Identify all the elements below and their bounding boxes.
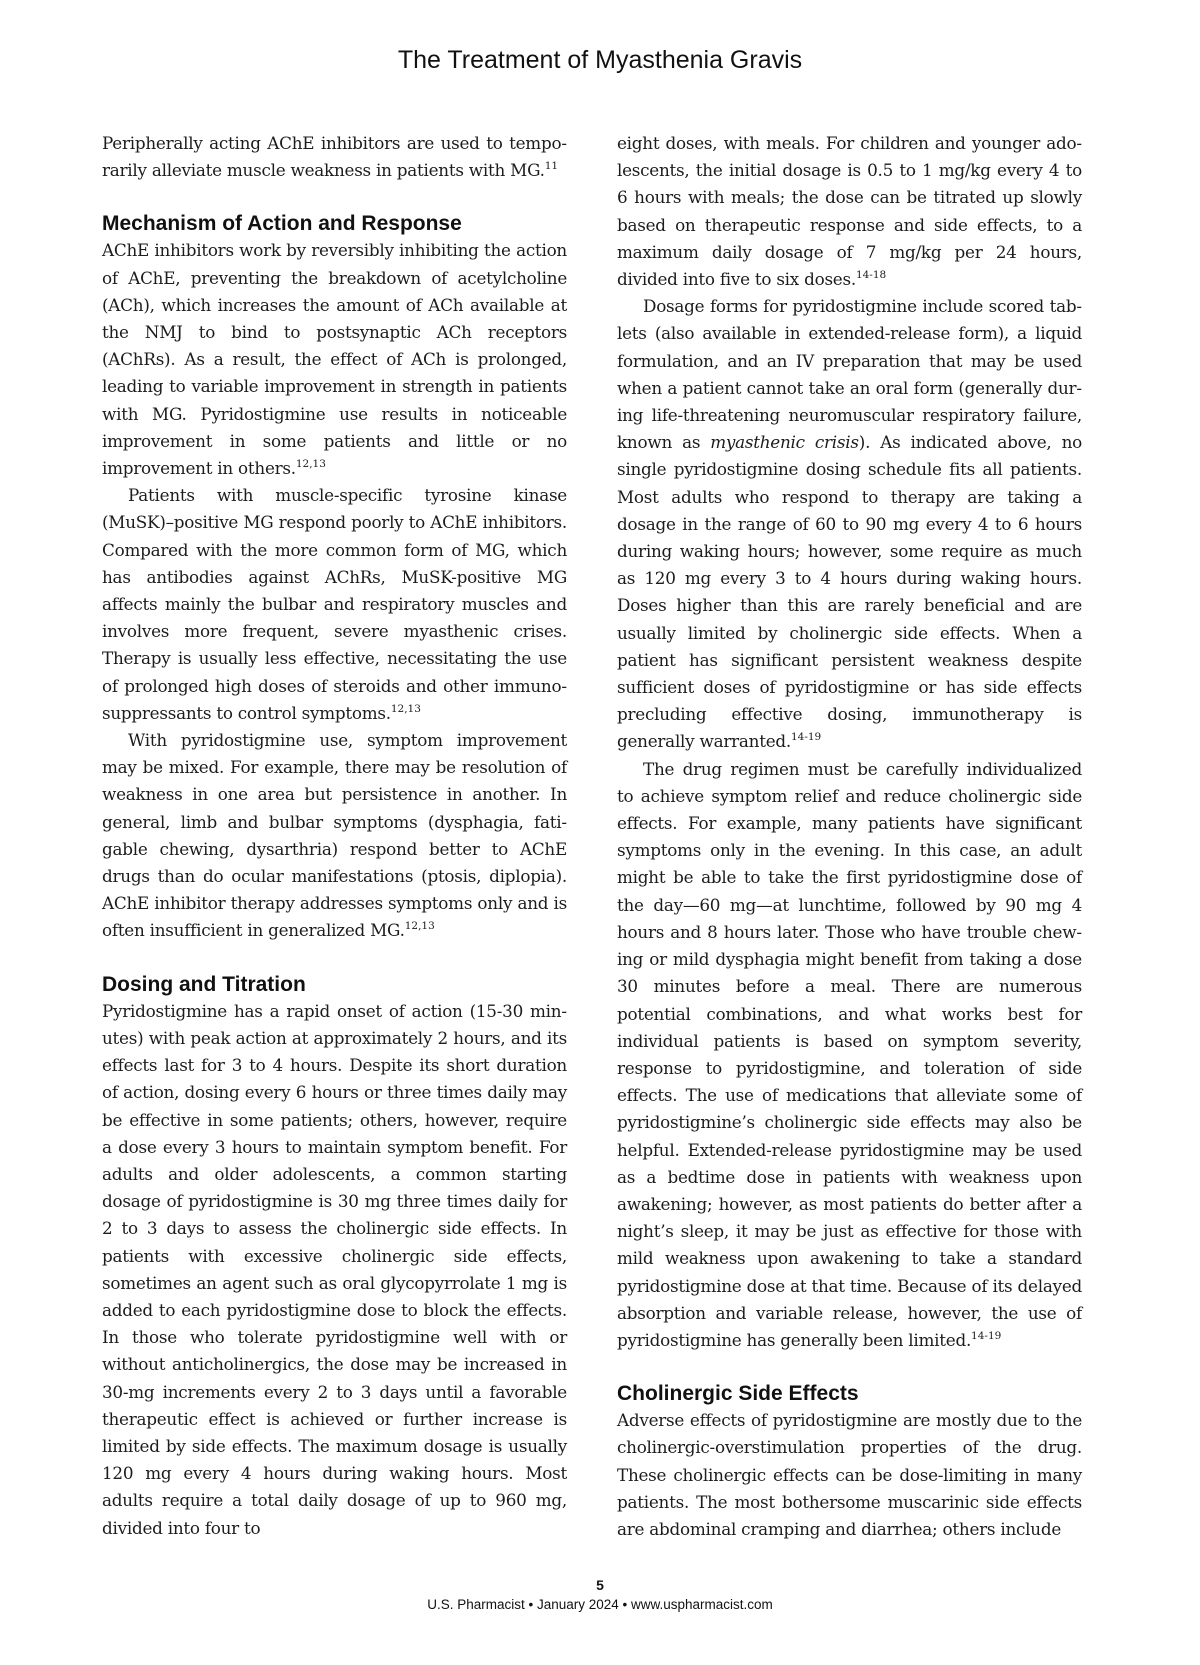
dosage-forms-paragraph: Dosage forms for pyridostigmine include scored tablets (also available in extended-release form), a liquid formulation, and an IV preparation that may be used when a patient cannot take an oral form (generally during life-threatening neuromuscular respiratory failure, known as myasthenic crisis). As indicated above, no single pyridostigmine dosing schedule fits all patients. Most adults who respond to therapy are taking a dosage in the range of 60 to 90 mg every 4 to 6 hours during waking hours; however, some require as much as 120 mg every 3 to 4 hours during waking hours. Doses higher than this are rarely beneficial and are usually limited by cholinergic side effects. When a patient has significant persistent weakness despite sufficient doses of pyridostigmine or has side effects precluding effective dosing, immunotherapy is generally warranted.$^{14-19}$: [617, 296, 1082, 752]
reference-superscript: 12,13: [390, 702, 421, 715]
reference-superscript: 12,13: [295, 458, 326, 471]
right-column: [617, 130, 1082, 1543]
musk-paragraph: Patients with muscle-specific tyrosine kinase (MuSK)–positive MG respond poorly to AChE inhibitors. Compared with the more common form of MG, which has antibodies against AChRs, MuSK-positive MG affects mainly the bulbar and respiratory muscles and involves more frequent, severe myasthenic crises. Therapy is usually less effective, necessitating the use of prolonged high doses of steroids and other immunosuppressants to control symptoms.$^{12,13}$: [102, 485, 567, 723]
heading-cholinergic: Cholinergic Side Effects: [617, 1382, 859, 1406]
reference-superscript: 11: [544, 160, 559, 173]
reference-superscript: 12,13: [404, 920, 435, 933]
reference-superscript: 14-18: [855, 269, 887, 282]
footer-citation: U.S. Pharmacist • January 2024 • www.uspharmacist.com: [427, 1597, 773, 1612]
symptom-improvement-paragraph: With pyridostigmine use, symptom improvement may be mixed. For example, there may be resolution of weakness in one area but persistence in another. In general, limb and bulbar symptoms (dysphagia, fatigable chewing, dysarthria) respond better to AChE drugs than do ocular manifestations (ptosis, diplopia). AChE inhibitor therapy addresses symptoms only and is often insufficient in generalized MG.$^{12,13}$: [102, 730, 567, 941]
intro-paragraph: Peripherally acting AChE inhibitors are used to temporarily alleviate muscle weakness in patients with MG.$^{11}$: [102, 133, 567, 181]
left-column: [102, 130, 567, 1542]
heading-dosing: Dosing and Titration: [102, 972, 306, 996]
page-number: 5: [596, 1577, 604, 1593]
reference-superscript: 14-19: [790, 731, 822, 744]
drug-regimen-paragraph: The drug regimen must be carefully individualized to achieve symptom relief and reduce cholinergic side effects. For example, many patients have significant symptoms only in the evening. In this case, an adult might be able to take the first pyridostigmine dose of the day—60 mg—at lunchtime, followed by 90 mg 4 hours and 8 hours later. Those who have trouble chewing or mild dysphagia might benefit from taking a dose 30 minutes before a meal. There are numerous potential combinations, and what works best for individual patients is based on symptom severity, response to pyridostigmine, and toleration of side effects. The use of medications that alleviate some of pyridostigmine’s cholinergic side effects may also be helpful. Extended-release pyridostigmine may be used as a bedtime dose in patients with weakness upon awakening; however, as most patients do better after a night’s sleep, it may be just as effective for those with mild weakness upon awakening to take a standard pyridostigmine dose at that time. Because of its delayed absorption and variable release, however, the use of pyridostigmine has generally been limited.$^{14-19}$: [617, 758, 1082, 1350]
dosing-continued-paragraph: eight doses, with meals. For children and younger adolescents, the initial dosage is 0.5 to 1 mg/kg every 4 to 6 hours with meals; the dose can be titrated up slowly based on therapeutic response and side effects, to a maximum daily dosage of 7 mg/kg per 24 hours, divided into five to six doses.$^{14-18}$: [617, 133, 1082, 290]
page-title: The Treatment of Myasthenia Gravis: [397, 46, 803, 74]
mechanism-paragraph: AChE inhibitors work by reversibly inhibiting the action of AChE, preventing the breakdown of acetylcholine (ACh), which increases the amount of ACh available at the NMJ to bind to postsynaptic ACh receptors (AChRs). As a result, the effect of ACh is prolonged, leading to variable improvement in strength in patients with MG. Pyridostigmine use results in noticeable improvement in some patients and little or no improvement in others.$^{12,13}$: [102, 240, 567, 479]
reference-superscript: 14-19: [971, 1329, 1002, 1342]
dosing-paragraph: Pyridostigmine has a rapid onset of action (15-30 minutes) with peak action at approximately 2 hours, and its effects last for 3 to 4 hours. Despite its short duration of action, dosing every 6 hours or three times daily may be effective in some patients; others, however, require a dose every 3 hours to maintain symptom benefit. For adults and older adolescents, a common starting dosage of pyridostigmine is 30 mg three times daily for 2 to 3 days to assess the cholinergic side effects. In patients with excessive cholinergic side effects, sometimes an agent such as oral glycopyrrolate 1 mg is added to each pyridostigmine dose to block the effects. In those who tolerate pyridostigmine well with or without anticholinergics, the dose may be increased in 30-mg increments every 2 to 3 days until a favorable therapeutic effect is achieved or further increase is limited by side effects. The maximum dosage is usually 120 mg every 4 hours during waking hours. Most adults require a total daily dosage of up to 960 mg, divided into four to: [102, 1000, 567, 1538]
cholinergic-paragraph: Adverse effects of pyridostigmine are mostly due to the cholinergic-overstimulation properties of the drug. These cholinergic effects can be dose-limiting in many patients. The most bothersome muscarinic side effects are abdominal cramping and diarrhea; others include: [617, 1410, 1082, 1539]
heading-mechanism: Mechanism of Action and Response: [102, 212, 462, 236]
